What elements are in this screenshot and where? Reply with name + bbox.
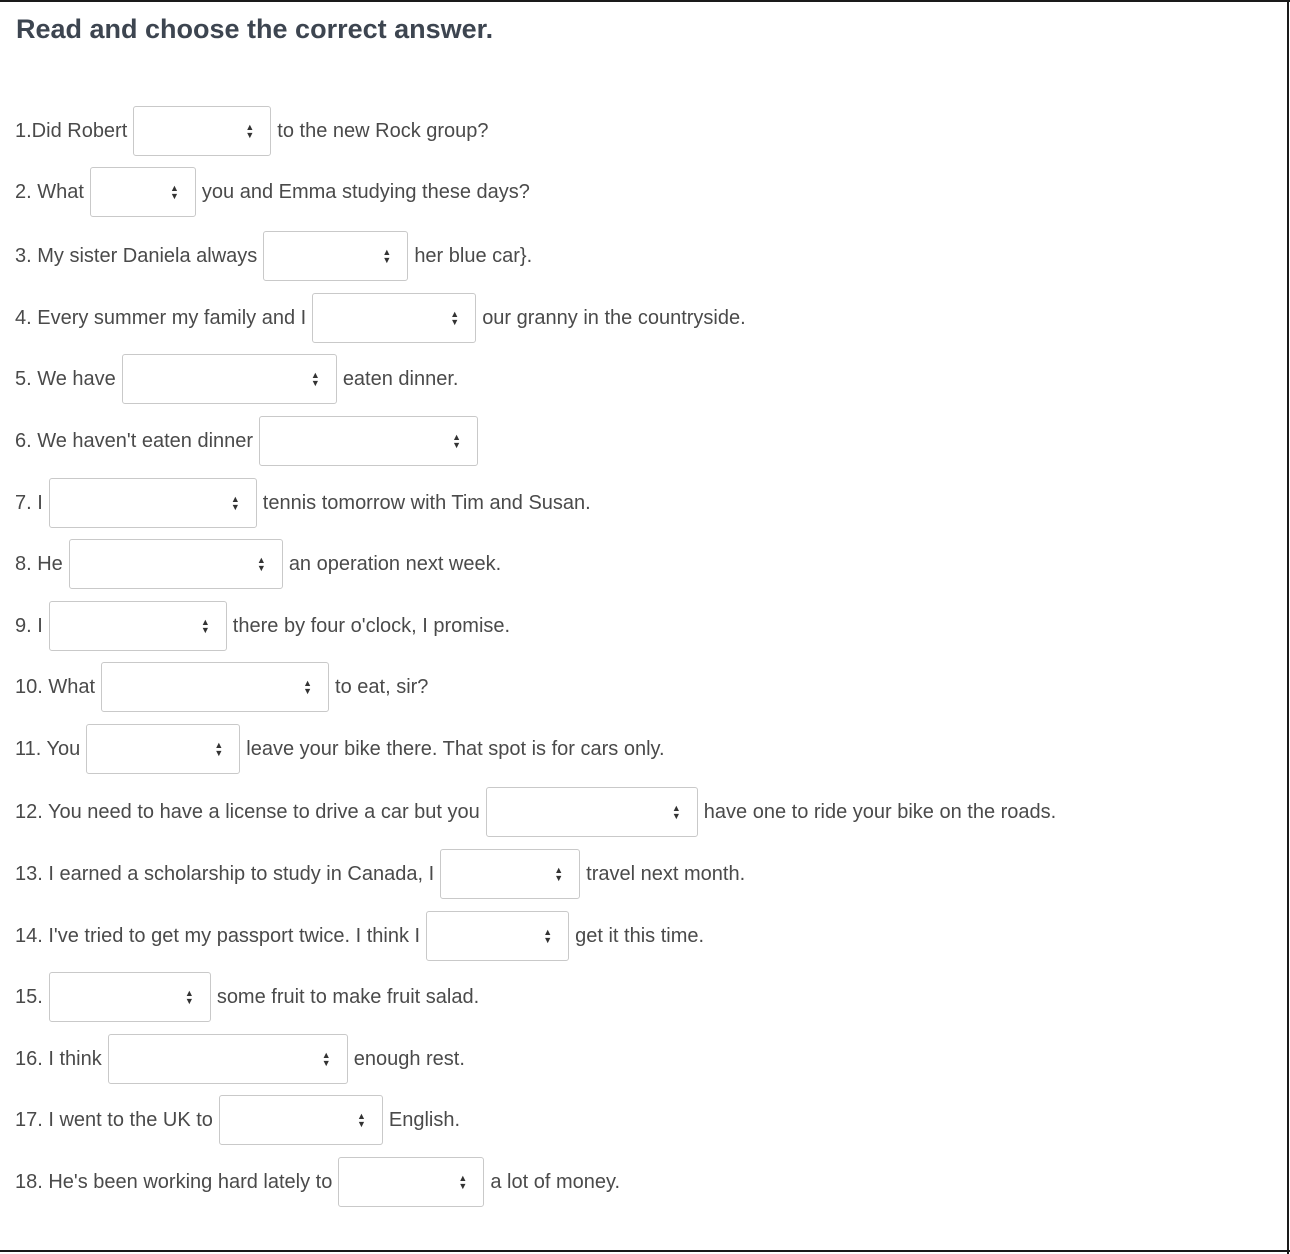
question-text-after: eaten dinner. [342,367,459,390]
question-text-before: 3. My sister Daniela always [15,244,258,267]
question-row [15,787,1056,837]
question-row [15,662,428,712]
updown-arrows-icon: ▲ ▼ [458,1173,468,1191]
answer-dropdown[interactable] [69,539,283,589]
question-text-before: 13. I earned a scholarship to study in Canada, I [15,862,435,885]
answer-dropdown[interactable] [49,601,227,651]
question-row [15,601,510,651]
question-text-before: 14. I've tried to get my passport twice. I think I [15,924,421,947]
question-text-after: an operation next week. [288,552,502,575]
question-text-after: leave your bike there. That spot is for cars only. [246,737,665,760]
question-text-before: 15. [15,985,43,1008]
updown-arrows-icon: ▲ ▼ [356,1111,366,1129]
question-text-before: 16. I think [15,1047,102,1070]
answer-dropdown[interactable] [440,849,580,899]
updown-arrows-icon: ▲ ▼ [256,555,266,573]
question-text-after: get it this time. [575,924,705,947]
question-text-before: 12. You need to have a license to drive a car but you [15,800,480,823]
updown-arrows-icon: ▲ ▼ [543,927,553,945]
question-row [15,354,458,404]
question-text-before: 17. I went to the UK to [15,1108,213,1131]
updown-arrows-icon: ▲ ▼ [450,309,460,327]
question-row [15,293,746,343]
answer-dropdown[interactable] [219,1095,383,1145]
question-text-before: 9. I [15,614,43,637]
question-text-after: have one to ride your bike on the roads. [703,800,1057,823]
answer-dropdown[interactable] [108,1034,348,1084]
question-row [15,911,704,961]
question-text-after: our granny in the countryside. [482,306,746,329]
answer-dropdown[interactable] [259,416,478,466]
question-text-after: travel next month. [586,862,746,885]
updown-arrows-icon: ▲ ▼ [554,865,564,883]
question-text-before: 4. Every summer my family and I [15,306,307,329]
question-row [15,231,532,281]
answer-dropdown[interactable] [122,354,337,404]
question-row [15,106,489,156]
answer-dropdown[interactable] [133,106,271,156]
question-text-after: there by four o'clock, I promise. [232,614,511,637]
question-row [15,1157,620,1207]
question-row [15,167,530,217]
question-text-after: English. [388,1108,461,1131]
answer-dropdown[interactable] [426,911,569,961]
updown-arrows-icon: ▲ ▼ [382,247,392,265]
question-text-before: 7. I [15,491,43,514]
answer-dropdown[interactable] [263,231,408,281]
answer-dropdown[interactable] [86,724,240,774]
updown-arrows-icon: ▲ ▼ [214,740,224,758]
answer-dropdown[interactable] [338,1157,484,1207]
answer-dropdown[interactable] [90,167,196,217]
question-text-after: to the new Rock group? [277,119,489,142]
question-text-after: her blue car}. [414,244,533,267]
updown-arrows-icon: ▲ ▼ [452,432,462,450]
question-text-before: 11. You [15,737,81,760]
question-text-before: 10. What [15,675,96,698]
question-text-after: enough rest. [353,1047,465,1070]
question-row [15,972,479,1022]
frame-bottom-border [0,1250,1290,1252]
updown-arrows-icon: ▲ ▼ [170,183,179,201]
question-text-before: 2. What [15,180,84,203]
answer-dropdown[interactable] [312,293,476,343]
updown-arrows-icon: ▲ ▼ [303,678,313,696]
question-text-before: 8. He [15,552,63,575]
answer-dropdown[interactable] [101,662,329,712]
updown-arrows-icon: ▲ ▼ [321,1050,331,1068]
question-row [15,539,501,589]
updown-arrows-icon: ▲ ▼ [245,122,255,140]
updown-arrows-icon: ▲ ▼ [184,988,194,1006]
updown-arrows-icon: ▲ ▼ [200,617,210,635]
frame-right-border [1287,0,1289,1254]
updown-arrows-icon: ▲ ▼ [671,803,681,821]
question-row [15,1095,460,1145]
question-text-after: some fruit to make fruit salad. [216,985,480,1008]
frame-top-border [0,0,1290,2]
answer-dropdown[interactable] [49,478,257,528]
question-row [15,724,665,774]
question-text-before: 5. We have [15,367,116,390]
question-text-after: tennis tomorrow with Tim and Susan. [262,491,591,514]
answer-dropdown[interactable] [486,787,698,837]
updown-arrows-icon: ▲ ▼ [230,494,240,512]
question-text-before: 1.Did Robert [15,119,128,142]
question-row [15,849,745,899]
question-row [15,478,591,528]
question-text-before: 18. He's been working hard lately to [15,1170,333,1193]
exercise-title: Read and choose the correct answer. [16,14,494,44]
updown-arrows-icon: ▲ ▼ [310,370,320,388]
answer-dropdown[interactable] [49,972,211,1022]
question-text-after: a lot of money. [490,1170,621,1193]
question-text-before: 6. We haven't eaten dinner [15,429,254,452]
question-row [15,1034,465,1084]
question-row [15,416,484,466]
question-text-after: to eat, sir? [335,675,429,698]
question-text-after: you and Emma studying these days? [201,180,530,203]
